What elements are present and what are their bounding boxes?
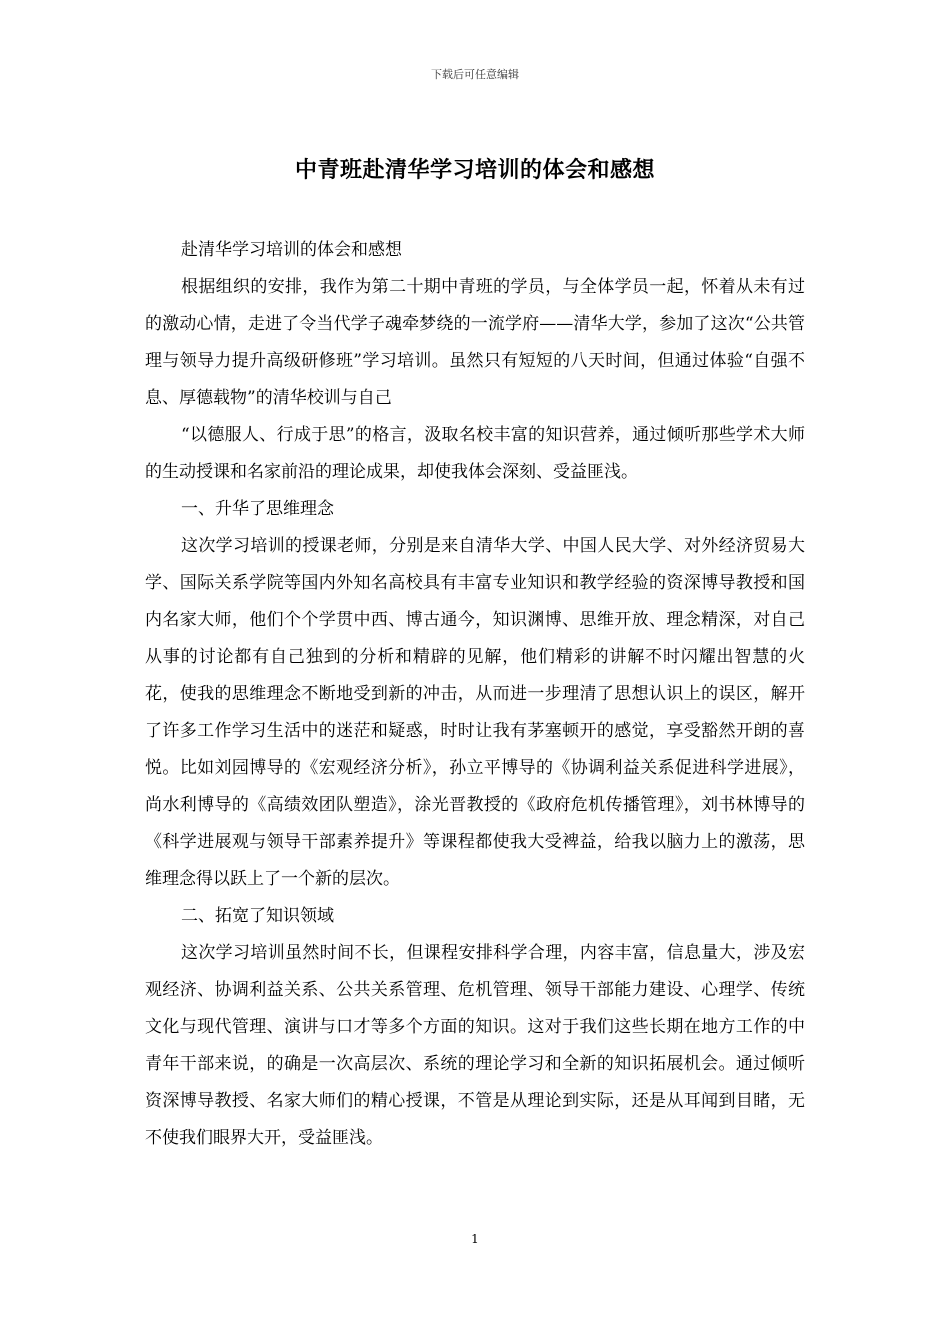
section-heading-2: 二、拓宽了知识领域 (181, 906, 334, 926)
document-title: 中青班赴清华学习培训的体会和感想 (294, 158, 655, 183)
paragraph-intro: 根据组织的安排，我作为第二十期中青班的学员，与全体学员一起，怀着从未有过的激动心情，走进了令当代学子魂牵梦绕的一流学府——清华大学，参加了这次“公共管理与领导力提升高级研修班”学习培训。虽然只有短短的八天时间，但通过体验“自强不息、厚德载物”的清华校训与自己 (145, 277, 805, 408)
page-number: 1 (471, 1232, 479, 1246)
paragraph-subtitle: 赴清华学习培训的体会和感想 (181, 240, 402, 260)
header-note: 下载后可任意编辑 (431, 68, 519, 81)
paragraph-section-1: 这次学习培训的授课老师，分别是来自清华大学、中国人民大学、对外经济贸易大学、国际关系学院等国内外知名高校具有丰富专业知识和教学经验的资深博导教授和国内名家大师，他们个个学贯中西、博古通今，知识渊博、思维开放、理念精深，对自己从事的讨论都有自己独到的分析和精辟的见解，他们精彩的讲解不时闪耀出智慧的火花，使我的思维理念不断地受到新的冲击，从而进一步理清了思想认识上的误区，解开了许多工作学习生活中的迷茫和疑惑，时时让我有茅塞顿开的感觉，享受豁然开朗的喜悦。比如刘园博导的《宏观经济分析》，孙立平博导的《协调利益关系促进科学进展》，尚水利博导的《高绩效团队塑造》，涂光晋教授的《政府危机传播管理》，刘书林博导的《科学进展观与领导干部素养提升》等课程都使我大受裨益，给我以脑力上的激荡，思维理念得以跃上了一个新的层次。 (145, 536, 805, 889)
document-body (145, 232, 805, 1157)
section-heading-1: 一、升华了思维理念 (181, 499, 334, 519)
paragraph-section-2: 这次学习培训虽然时间不长，但课程安排科学合理，内容丰富，信息量大，涉及宏观经济、协调利益关系、公共关系管理、危机管理、领导干部能力建设、心理学、传统文化与现代管理、演讲与口才等多个方面的知识。这对于我们这些长期在地方工作的中青年干部来说，的确是一次高层次、系统的理论学习和全新的知识拓展机会。通过倾听资深博导教授、名家大师们的精心授课，不管是从理论到实际，还是从耳闻到目睹，无不使我们眼界大开，受益匪浅。 (145, 943, 805, 1148)
paragraph-intro-continued: “以德服人、行成于思”的格言，汲取名校丰富的知识营养，通过倾听那些学术大师的生动授课和名家前沿的理论成果，却使我体会深刻、受益匪浅。 (145, 425, 805, 482)
